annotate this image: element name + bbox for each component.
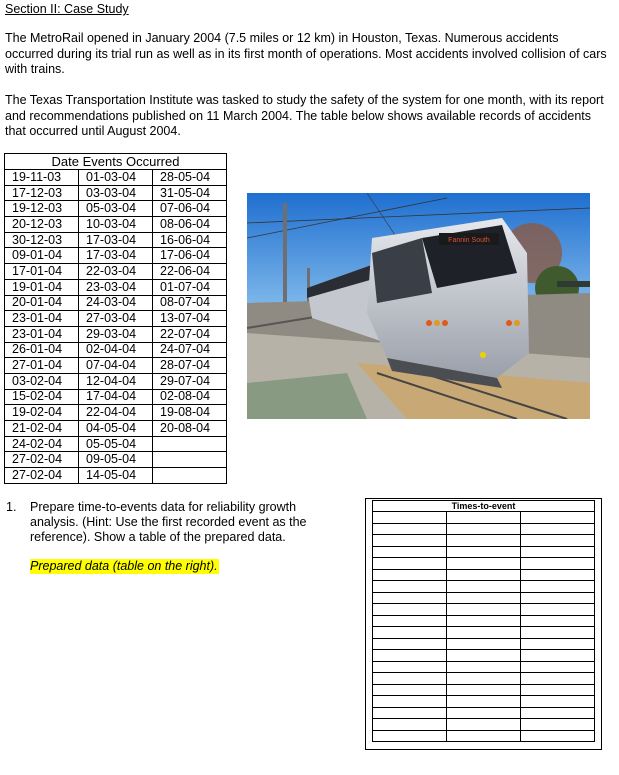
event-date-cell: 27-02-04: [5, 452, 79, 468]
times-to-event-cell[interactable]: [521, 535, 595, 547]
times-to-event-cell[interactable]: [521, 650, 595, 662]
times-to-event-cell[interactable]: [521, 523, 595, 535]
times-to-event-row: [373, 558, 595, 570]
times-to-event-table: [372, 500, 595, 742]
times-to-event-cell[interactable]: [447, 615, 521, 627]
times-to-event-cell[interactable]: [521, 673, 595, 685]
events-table-row: [5, 436, 227, 452]
task-number: 1.: [6, 500, 17, 514]
event-date-cell: 22-03-04: [79, 264, 153, 280]
event-date-cell: 23-01-04: [5, 326, 79, 342]
times-to-event-cell[interactable]: [447, 719, 521, 731]
times-to-event-cell[interactable]: [447, 512, 521, 524]
times-to-event-cell[interactable]: [373, 546, 447, 558]
times-to-event-cell[interactable]: [521, 730, 595, 742]
times-to-event-row: [373, 569, 595, 581]
event-date-cell: 31-05-04: [153, 185, 227, 201]
events-table-row: [5, 170, 227, 186]
times-to-event-cell[interactable]: [447, 592, 521, 604]
times-to-event-cell[interactable]: [373, 615, 447, 627]
times-to-event-cell[interactable]: [373, 638, 447, 650]
event-date-cell: 08-07-04: [153, 295, 227, 311]
events-table-row: [5, 373, 227, 389]
event-date-cell: 29-03-04: [79, 326, 153, 342]
times-to-event-cell[interactable]: [373, 523, 447, 535]
task-instructions: Prepare time-to-events data for reliability growth analysis. (Hint: Use the first recorded event as the reference). Show a table of the prepared data.: [30, 500, 307, 544]
event-date-cell: 19-01-04: [5, 279, 79, 295]
times-to-event-row: [373, 627, 595, 639]
times-to-event-row: [373, 523, 595, 535]
times-to-event-cell[interactable]: [373, 558, 447, 570]
times-to-event-row: [373, 719, 595, 731]
events-table-row: [5, 232, 227, 248]
times-to-event-cell[interactable]: [447, 581, 521, 593]
event-date-cell: 22-07-04: [153, 326, 227, 342]
event-date-cell: 16-06-04: [153, 232, 227, 248]
times-to-event-cell[interactable]: [521, 638, 595, 650]
times-to-event-cell[interactable]: [373, 730, 447, 742]
times-to-event-cell[interactable]: [373, 719, 447, 731]
events-table-row: [5, 279, 227, 295]
times-to-event-row: [373, 604, 595, 616]
event-date-cell: [153, 468, 227, 484]
event-date-cell: 01-03-04: [79, 170, 153, 186]
times-to-event-cell[interactable]: [373, 673, 447, 685]
times-to-event-row: [373, 592, 595, 604]
times-to-event-cell[interactable]: [447, 696, 521, 708]
event-date-cell: 04-05-04: [79, 421, 153, 437]
event-date-cell: 02-04-04: [79, 342, 153, 358]
times-to-event-cell[interactable]: [447, 546, 521, 558]
times-to-event-cell[interactable]: [447, 523, 521, 535]
times-to-event-cell[interactable]: [373, 627, 447, 639]
intro-paragraph: The MetroRail opened in January 2004 (7.5 miles or 12 km) in Houston, Texas. Numerous accidents occurred during its trial run as well as in its first month of operations. Most accidents involved collision of cars with trains.: [5, 31, 607, 76]
times-to-event-row: [373, 650, 595, 662]
events-table-row: [5, 201, 227, 217]
event-date-cell: 14-05-04: [79, 468, 153, 484]
times-to-event-cell[interactable]: [447, 650, 521, 662]
event-date-cell: 27-02-04: [5, 468, 79, 484]
times-to-event-cell[interactable]: [447, 638, 521, 650]
times-to-event-cell[interactable]: [447, 707, 521, 719]
event-date-cell: 19-08-04: [153, 405, 227, 421]
times-to-event-cell[interactable]: [373, 592, 447, 604]
train-photo: [247, 193, 590, 419]
events-table-row: [5, 295, 227, 311]
times-to-event-cell[interactable]: [521, 592, 595, 604]
times-to-event-cell[interactable]: [447, 730, 521, 742]
event-date-cell: 17-04-04: [79, 389, 153, 405]
times-to-event-cell[interactable]: [373, 707, 447, 719]
times-to-event-row: [373, 661, 595, 673]
event-date-cell: 29-07-04: [153, 373, 227, 389]
events-table-row: [5, 421, 227, 437]
events-table-row: [5, 342, 227, 358]
event-date-cell: 20-12-03: [5, 217, 79, 233]
event-date-cell: 24-07-04: [153, 342, 227, 358]
times-to-event-cell[interactable]: [521, 661, 595, 673]
times-to-event-cell[interactable]: [373, 604, 447, 616]
events-table-row: [5, 468, 227, 484]
event-date-cell: 13-07-04: [153, 311, 227, 327]
times-to-event-cell[interactable]: [521, 581, 595, 593]
event-date-cell: [153, 436, 227, 452]
times-to-event-cell[interactable]: [521, 627, 595, 639]
events-table-row: [5, 248, 227, 264]
event-date-cell: 19-12-03: [5, 201, 79, 217]
event-date-cell: 28-07-04: [153, 358, 227, 374]
event-date-cell: 17-03-04: [79, 232, 153, 248]
event-date-cell: 23-01-04: [5, 311, 79, 327]
times-to-event-cell[interactable]: [521, 558, 595, 570]
times-to-event-cell[interactable]: [373, 696, 447, 708]
event-date-cell: 27-03-04: [79, 311, 153, 327]
event-date-cell: [153, 452, 227, 468]
times-to-event-cell[interactable]: [521, 684, 595, 696]
times-to-event-cell[interactable]: [521, 615, 595, 627]
times-to-event-row: [373, 638, 595, 650]
event-date-cell: 10-03-04: [79, 217, 153, 233]
event-date-cell: 05-05-04: [79, 436, 153, 452]
events-table-row: [5, 326, 227, 342]
event-date-cell: 23-03-04: [79, 279, 153, 295]
event-date-cell: 03-03-04: [79, 185, 153, 201]
times-to-event-row: [373, 512, 595, 524]
event-date-cell: 07-06-04: [153, 201, 227, 217]
times-to-event-cell[interactable]: [373, 661, 447, 673]
event-date-cell: 17-03-04: [79, 248, 153, 264]
times-to-event-cell[interactable]: [373, 535, 447, 547]
times-to-event-cell[interactable]: [521, 546, 595, 558]
answer-note: Prepared data (table on the right).: [30, 559, 218, 573]
event-date-cell: 19-11-03: [5, 170, 79, 186]
event-date-cell: 26-01-04: [5, 342, 79, 358]
event-date-cell: 17-01-04: [5, 264, 79, 280]
event-date-cell: 09-01-04: [5, 248, 79, 264]
times-to-event-row: [373, 696, 595, 708]
times-to-event-row: [373, 707, 595, 719]
event-date-cell: 17-06-04: [153, 248, 227, 264]
times-to-event-cell[interactable]: [447, 627, 521, 639]
times-to-event-cell[interactable]: [373, 569, 447, 581]
event-date-cell: 17-12-03: [5, 185, 79, 201]
times-to-event-row: [373, 673, 595, 685]
event-date-cell: 15-02-04: [5, 389, 79, 405]
event-date-cell: 03-02-04: [5, 373, 79, 389]
times-to-event-cell[interactable]: [521, 696, 595, 708]
times-to-event-cell[interactable]: [521, 569, 595, 581]
events-table-row: [5, 389, 227, 405]
train-destination-sign: Fannin South: [448, 237, 490, 244]
event-date-cell: 20-08-04: [153, 421, 227, 437]
times-to-event-cell[interactable]: [521, 719, 595, 731]
event-date-cell: 20-01-04: [5, 295, 79, 311]
events-table-header: Date Events Occurred: [5, 154, 227, 170]
times-to-event-cell[interactable]: [447, 535, 521, 547]
times-to-event-cell[interactable]: [521, 512, 595, 524]
event-date-cell: 28-05-04: [153, 170, 227, 186]
times-to-event-row: [373, 615, 595, 627]
times-to-event-row: [373, 730, 595, 742]
section-heading: Section II: Case Study: [5, 2, 129, 16]
times-to-event-row: [373, 546, 595, 558]
times-to-event-cell[interactable]: [447, 569, 521, 581]
times-to-event-row: [373, 535, 595, 547]
event-date-cell: 24-03-04: [79, 295, 153, 311]
times-to-event-cell[interactable]: [521, 604, 595, 616]
times-to-event-cell[interactable]: [447, 558, 521, 570]
event-date-cell: 30-12-03: [5, 232, 79, 248]
study-paragraph: The Texas Transportation Institute was tasked to study the safety of the system for one month, with its report and recommendations published on 11 March 2004. The table below shows available records of accidents that occurred until August 2004.: [5, 93, 604, 138]
times-to-event-cell[interactable]: [521, 707, 595, 719]
event-date-cell: 05-03-04: [79, 201, 153, 217]
times-to-event-row: [373, 684, 595, 696]
times-to-event-cell[interactable]: [447, 684, 521, 696]
event-date-cell: 09-05-04: [79, 452, 153, 468]
times-to-event-row: [373, 581, 595, 593]
events-table-row: [5, 405, 227, 421]
event-date-cell: 22-06-04: [153, 264, 227, 280]
event-date-cell: 19-02-04: [5, 405, 79, 421]
events-table-row: [5, 452, 227, 468]
events-table-row: [5, 185, 227, 201]
event-date-cell: 24-02-04: [5, 436, 79, 452]
event-date-cell: 12-04-04: [79, 373, 153, 389]
event-date-cell: 08-06-04: [153, 217, 227, 233]
times-to-event-cell[interactable]: [373, 650, 447, 662]
events-table-row: [5, 358, 227, 374]
times-to-event-cell[interactable]: [447, 673, 521, 685]
times-to-event-cell[interactable]: [373, 581, 447, 593]
times-to-event-cell[interactable]: [447, 604, 521, 616]
event-date-cell: 21-02-04: [5, 421, 79, 437]
times-to-event-cell[interactable]: [447, 661, 521, 673]
event-date-cell: 02-08-04: [153, 389, 227, 405]
event-date-cell: 07-04-04: [79, 358, 153, 374]
times-to-event-cell[interactable]: [373, 512, 447, 524]
event-date-cell: 27-01-04: [5, 358, 79, 374]
event-date-cell: 01-07-04: [153, 279, 227, 295]
times-to-event-header: Times-to-event: [373, 501, 595, 512]
events-table: [4, 153, 227, 484]
times-to-event-cell[interactable]: [373, 684, 447, 696]
events-table-row: [5, 311, 227, 327]
events-table-row: [5, 217, 227, 233]
events-table-row: [5, 264, 227, 280]
event-date-cell: 22-04-04: [79, 405, 153, 421]
